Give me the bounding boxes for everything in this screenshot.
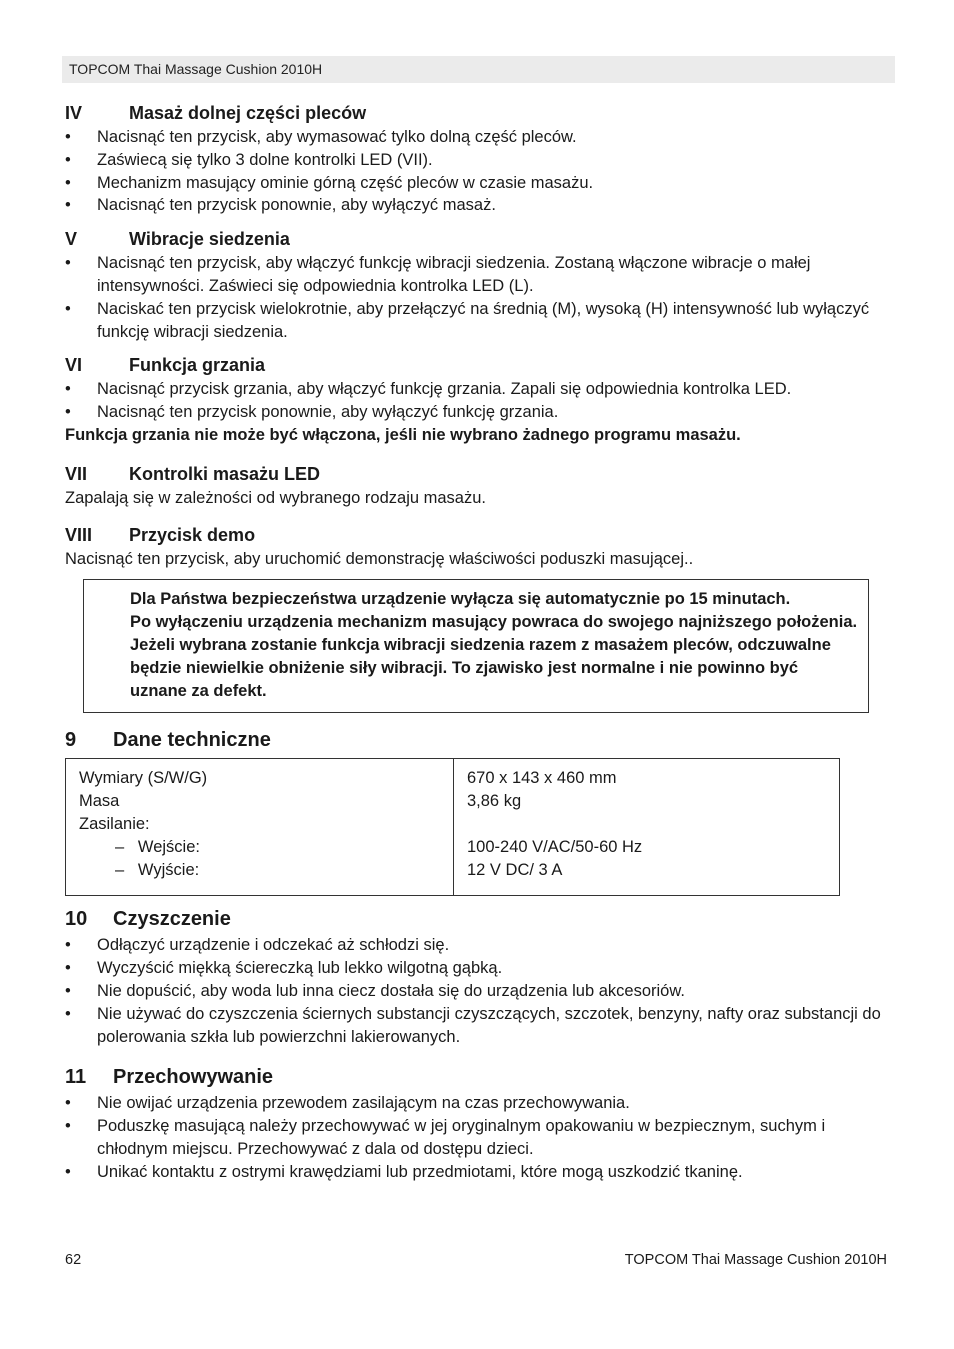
section-title: Dane techniczne (113, 729, 271, 752)
spec-value: 3,86 kg (467, 792, 522, 811)
header-bar (62, 56, 895, 83)
list-item: • Mechanizm masujący ominie górną część pleców w czasie masażu. (65, 173, 594, 192)
notice-line: Jeżeli wybrana zostanie funkcja wibracji siedzenia razem z masażem pleców, odczuwalne będzie niewielkie obniżenie siły wibracji. To zjawisko jest normalne i nie powinno być uznane za defekt. (130, 635, 831, 700)
footer-title: TOPCOM Thai Massage Cushion 2010H (624, 1252, 887, 1268)
section-viii-text: Nacisnąć ten przycisk, aby uruchomić demonstrację właściwości poduszki masującej.. (65, 549, 694, 568)
list-item: • Nacisnąć ten przycisk, aby włączyć funkcję wibracji siedzenia. Zostaną włączone wibracje o małej intensywności. Zaświeci się odpowiednia kontrolka LED (L). (65, 254, 811, 295)
list-item: • Nacisnąć ten przycisk ponownie, aby wyłączyć masaż. (65, 196, 496, 215)
list-item: • Unikać kontaktu z ostrymi krawędziami lub przedmiotami, które mogą uszkodzić tkaninę. (65, 1162, 743, 1181)
tech-spec-table (65, 758, 840, 896)
spec-label: – Wejście: (115, 837, 200, 856)
list-item: • Nie dopuścić, aby woda lub inna ciecz dostała się do urządzenia lub akcesoriów. (65, 981, 685, 1000)
section-v-list (65, 252, 890, 343)
spec-value-empty (467, 813, 827, 836)
section-vii-text: Zapalają się w zależności od wybranego rodzaju masażu. (65, 488, 486, 507)
header-title: TOPCOM Thai Massage Cushion 2010H (69, 61, 323, 77)
section-number: VIII (65, 524, 93, 545)
spec-value: 12 V DC/ 3 A (467, 860, 563, 879)
list-item: • Nacisnąć ten przycisk ponownie, aby wyłączyć funkcję grzania. (65, 403, 559, 422)
section-number: 10 (65, 908, 88, 931)
page-content (65, 100, 890, 1184)
section-title: Czyszczenie (113, 908, 231, 931)
spec-labels-cell (66, 759, 454, 896)
spec-label: Masa (79, 792, 120, 811)
section-number: 11 (65, 1066, 87, 1089)
section-11-heading (65, 1062, 890, 1092)
section-title: Wibracje siedzenia (129, 229, 290, 250)
list-item: • Nie owijać urządzenia przewodem zasilającym na czas przechowywania. (65, 1094, 630, 1113)
section-11-list (65, 1092, 890, 1183)
section-number: VII (65, 463, 88, 484)
section-title: Masaż dolnej części pleców (129, 103, 367, 123)
section-v-heading (65, 226, 890, 252)
list-item: • Odłączyć urządzenie i odczekać aż schłodzi się. (65, 936, 450, 955)
spec-label: Zasilanie: (79, 814, 150, 833)
section-title: Kontrolki masażu LED (129, 463, 321, 484)
list-item: • Nacisnąć przycisk grzania, aby włączyć funkcję grzania. Zapali się odpowiednia kontrolka LED. (65, 380, 792, 399)
section-number: VI (65, 355, 83, 376)
section-9-heading (65, 725, 890, 755)
spec-label: – Wyjście: (115, 860, 200, 879)
section-number: V (65, 229, 78, 250)
list-item: • Naciskać ten przycisk wielokrotnie, aby przełączyć na średnią (M), wysoką (H) intensywność lub wyłączyć funkcję wibracji siedzenia. (65, 299, 870, 341)
section-10-heading (65, 904, 890, 934)
section-vi-heading (65, 352, 890, 378)
heating-note: Funkcja grzania nie może być włączona, jeśli nie wybrano żadnego programu masażu. (65, 425, 741, 444)
section-title: Przechowywanie (113, 1066, 274, 1089)
section-iv-list (65, 126, 890, 217)
section-title: Przycisk demo (129, 524, 256, 545)
section-title: Funkcja grzania (129, 355, 266, 376)
safety-notice-box (83, 579, 869, 713)
section-vi-list (65, 378, 890, 424)
section-number: IV (65, 103, 83, 123)
section-vii-heading (65, 461, 890, 487)
page-number: 62 (65, 1252, 82, 1268)
section-viii-heading (65, 522, 890, 548)
spec-values-cell (454, 759, 840, 896)
spec-value: 670 x 143 x 460 mm (467, 769, 617, 788)
section-iv-heading (65, 100, 890, 126)
section-number: 9 (65, 729, 77, 752)
table-row (66, 759, 840, 896)
spec-value: 100-240 V/AC/50-60 Hz (467, 837, 643, 856)
list-item: • Nie używać do czyszczenia ściernych substancji czyszczących, szczotek, benzyny, nafty oraz substancji do polerowania szkła lub powierzchni lakierowanych. (65, 1004, 881, 1046)
list-item: • Wyczyścić miękką ściereczką lub lekko wilgotną gąbką. (65, 959, 503, 978)
list-item: • Poduszkę masującą należy przechowywać w jej oryginalnym opakowaniu w bezpiecznym, suchym i chłodnym miejscu. Przechowywać z dala od dostępu dzieci. (65, 1117, 826, 1158)
list-item: • Nacisnąć ten przycisk, aby wymasować tylko dolną część pleców. (65, 128, 577, 146)
notice-line: Po wyłączeniu urządzenia mechanizm masujący powraca do swojego najniższego położenia. (130, 613, 858, 632)
list-item: • Zaświecą się tylko 3 dolne kontrolki LED (VII). (65, 150, 433, 169)
section-10-list (65, 934, 890, 1048)
spec-label: Wymiary (S/W/G) (79, 769, 208, 788)
notice-line: Dla Państwa bezpieczeństwa urządzenie wyłącza się automatycznie po 15 minutach. (130, 590, 791, 609)
